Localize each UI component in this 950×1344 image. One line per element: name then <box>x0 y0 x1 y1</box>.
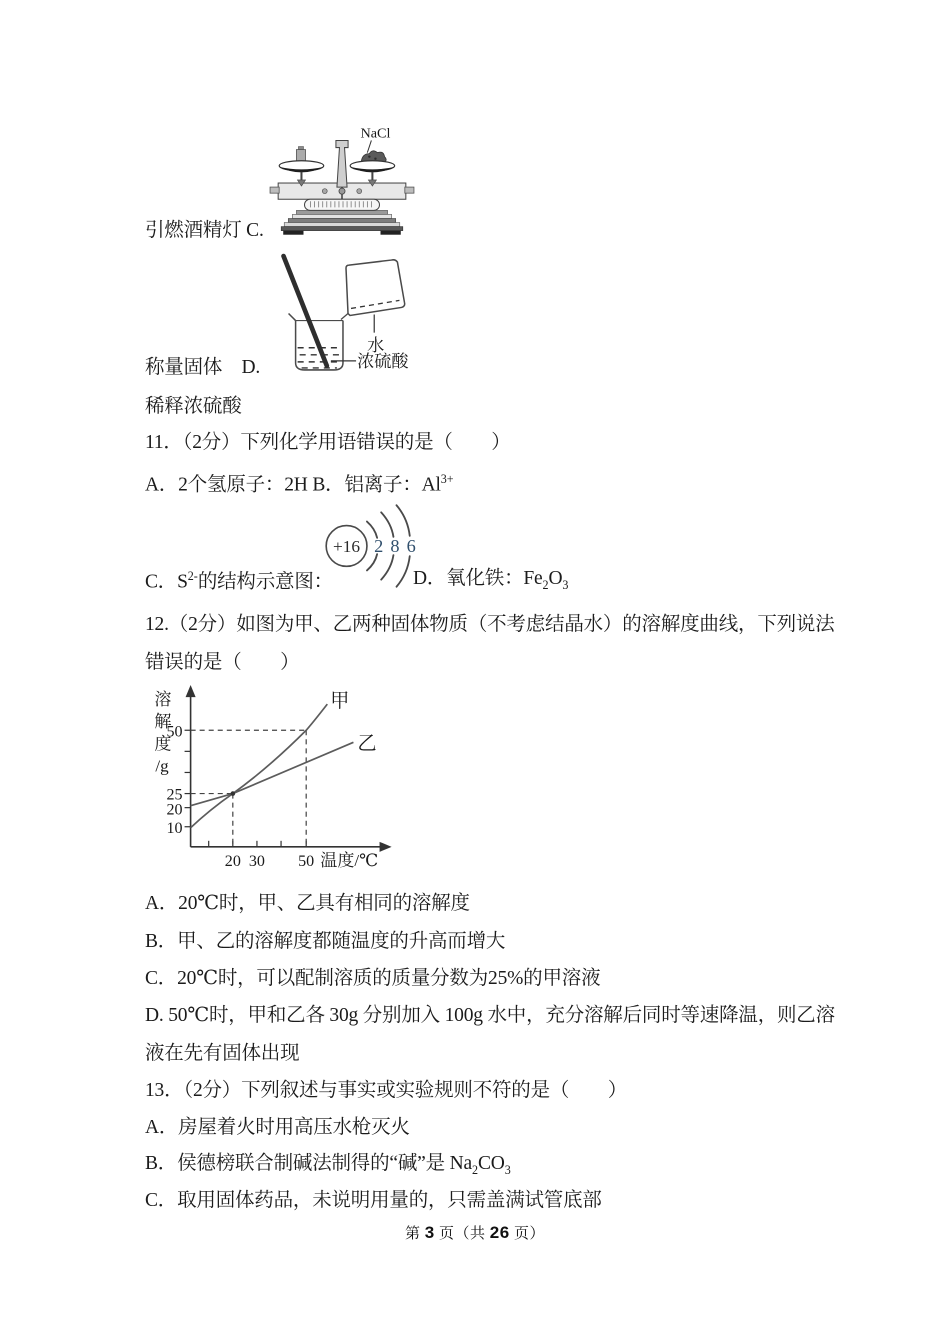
acid-label: 浓硫酸 <box>357 351 409 371</box>
q12-option-a: A．20℃时，甲、乙具有相同的溶解度 <box>145 893 470 914</box>
curve-jia <box>191 704 328 828</box>
shell-electrons-3: 6 <box>406 536 416 557</box>
svg-text:10: 10 <box>166 819 183 837</box>
q12-stem-line1: 12.（2分）如图为甲、乙两种固体物质（不考虑结晶水）的溶解度曲线，下列说法 <box>145 614 835 635</box>
svg-text:20: 20 <box>224 852 241 870</box>
svg-text:25: 25 <box>166 786 183 804</box>
solubility-chart <box>142 681 396 877</box>
footer-mid: 页（共 <box>434 1226 490 1242</box>
q11-stem: 11．（2分）下列化学用语错误的是（ ） <box>145 432 511 453</box>
y-axis-arrow <box>186 685 196 697</box>
option-c-label-line: 引燃酒精灯 C. <box>145 220 264 241</box>
q13-option-c: C．取用固体药品，未说明用量的，只需盖满试管底部 <box>145 1190 602 1211</box>
svg-text:50: 50 <box>166 723 183 741</box>
fe2o3-sub2: 3 <box>562 577 569 592</box>
svg-text:解: 解 <box>154 712 172 732</box>
q11-option-d-pre: D．氧化铁：Fe <box>413 568 543 589</box>
water-liquid <box>351 300 399 308</box>
svg-text:溶: 溶 <box>154 690 172 710</box>
x-axis-title: 温度/℃ <box>320 850 379 870</box>
balance-left-pan <box>279 147 324 187</box>
q12-option-d-line2: 液在先有固体出现 <box>145 1043 300 1064</box>
na2co3-sub1: 2 <box>471 1162 478 1177</box>
q11-option-c-pre: C．S <box>145 571 188 593</box>
x-axis-arrow <box>380 842 392 852</box>
shell-arcs-top <box>367 505 410 538</box>
footer-post: 页） <box>509 1226 545 1242</box>
pouring-beaker <box>341 260 405 320</box>
glass-rod <box>284 256 327 366</box>
q11-option-c <box>145 564 333 595</box>
svg-text:30: 30 <box>248 852 265 870</box>
balance-scale-figure <box>266 124 418 238</box>
intersection-point <box>231 791 236 796</box>
nacl-label: NaCl <box>360 125 391 142</box>
svg-text:20: 20 <box>166 801 183 819</box>
footer-page-number: 3 <box>424 1223 435 1242</box>
nucleus-charge: +16 <box>333 537 361 557</box>
sulfide-ion-charge: 2- <box>187 569 198 583</box>
x-ticks <box>209 841 306 847</box>
nacl-pointer-line <box>367 140 371 152</box>
footer-pre: 第 <box>405 1226 425 1242</box>
q12-option-d-line1: D. 50℃时，甲和乙各 30g 分别加入 100g 水中，充分溶解后同时等速降温，则乙溶 <box>145 1005 835 1026</box>
dilution-figure <box>270 252 422 378</box>
page-footer <box>0 1222 950 1243</box>
fe2o3-sub1: 2 <box>542 577 549 592</box>
q12-option-b: B．甲、乙的溶解度都随温度的升高而增大 <box>145 931 506 952</box>
x-tick-labels <box>225 853 314 870</box>
q11-option-d-mid: O <box>548 568 563 589</box>
shell-electrons-2: 8 <box>390 536 400 557</box>
curve-jia-label: 甲 <box>330 691 350 713</box>
al-ion-charge: 3+ <box>440 472 454 486</box>
q13-stem: 13．（2分）下列叙述与事实或实验规则不符的是（ ） <box>145 1080 628 1101</box>
q12-stem-line2: 错误的是（ ） <box>145 652 300 673</box>
shell-arcs-bottom <box>367 554 410 587</box>
y-ticks <box>185 730 191 826</box>
svg-text:/g: /g <box>155 756 169 776</box>
q11-option-c-post: 的结构示意图： <box>197 571 333 593</box>
balance-right-pan <box>350 151 395 186</box>
q11-option-ab <box>145 467 454 498</box>
q13-option-b <box>145 1151 511 1183</box>
option-d-caption: 稀释浓硫酸 <box>145 396 242 417</box>
balance-base <box>281 210 403 234</box>
curve-yi-label: 乙 <box>357 733 377 755</box>
na2co3-sub2: 3 <box>504 1162 511 1177</box>
svg-text:度: 度 <box>154 734 172 754</box>
balance-ruler <box>305 199 380 210</box>
q13-option-a: A．房屋着火时用高压水枪灭火 <box>145 1117 410 1138</box>
footer-total-pages: 26 <box>489 1223 510 1242</box>
q13-option-b-pre: B．侯德榜联合制碱法制得的“碱”是 Na <box>145 1153 472 1174</box>
q11-option-ab-text: A．2个氢原子：2H B．铝离子：Al <box>145 474 441 496</box>
q12-option-c: C．20℃时，可以配制溶质的质量分数为25%的甲溶液 <box>145 968 601 989</box>
shell-electrons-1: 2 <box>374 536 384 557</box>
svg-text:50: 50 <box>298 852 315 870</box>
curve-yi <box>191 742 354 805</box>
water-label: 水 <box>367 335 385 355</box>
q13-option-b-mid: CO <box>477 1153 505 1174</box>
option-d-label-line: 称量固体 D. <box>145 357 261 378</box>
q11-option-d <box>413 566 568 598</box>
